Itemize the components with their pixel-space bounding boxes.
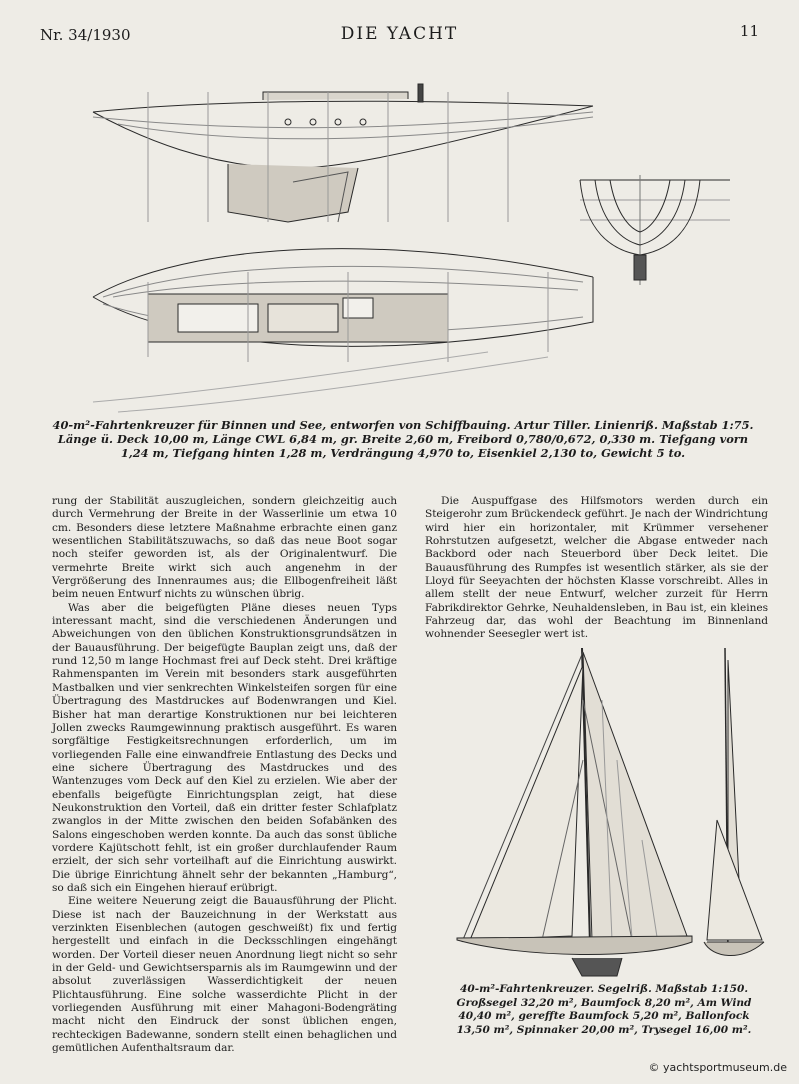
hull-figure-caption: 40-m²-Fahrtenkreuzer für Binnen und See, entworfen von Schiffbauing. Artur Tiller. Linienriß. Maßstab 1:75. Länge ü. Deck 10,00 m, Länge CWL 6,84 m, gr. Breite 2,60 m, Freibord 0,780/0,672, 0,330 m. Tiefgang vorn 1,24 m, Tiefgang hinten 1,28 m, Verdrängung 4,970 to, Eisenkiel 2,130 to, Gewicht 5 to.	[52, 418, 754, 460]
hull-lines-drawing	[88, 72, 600, 414]
hull-side	[457, 936, 692, 955]
jib-sail	[470, 665, 583, 940]
copyright-credit: © yachtsportmuseum.de	[648, 1061, 787, 1074]
mainsail	[583, 652, 687, 940]
paragraph: rung der Stabilität auszugleichen, sondern gleichzeitig auch durch Vermehrung der Breite in der Wasserlinie um etwa 10 cm. Besonders diese letztere Maßnahme erbrachte einen ganz wesentlichen Stabilitätszuwachs, so daß das neue Boot sogar noch steifer geworden ist, als der Originalentwurf. Die vermehrte Breite wirkt sich auch angenehm in der Vergrößerung des Innenraumes aus; die Ellbogenfreiheit läßt beim neuen Entwurf nichts zu wünschen übrig.	[52, 495, 397, 601]
right-text-column	[425, 495, 768, 642]
paragraph: Was aber die beigefügten Pläne dieses neuen Typs interessant macht, sind die verschiedenen Änderungen und Abweichungen von den üblichen Konstruktionsgrundsätzen in der Bauausführung. Der beigefügte Bauplan zeigt uns, daß der rund 12,50 m lange Hochmast frei auf Deck steht. Drei kräftige Rahmenspanten im Verein mit besonders stark ausgeführten Mastbalken und vier senkrechten Winkelsteifen sorgen für eine Übertragung des Mastdruckes auf Bodenwrangen und Kiel. Bisher hat man derartige Konstruktionen nur bei leichteren Jollen zwecks Raumgewinnung praktisch ausgeführt. Es waren sorgfältige Festigkeitsrechnungen erforderlich, um im vorliegenden Falle eine einwandfreie Entlastung des Decks und eine sichere Übertragung des Mastdruckes und des Wantenzuges vom Deck auf den Kiel zu erzielen. Wie aber der ebenfalls beigefügte Einrichtungsplan zeigt, hat diese Neukonstruktion den Vorteil, daß ein dritter fester Schlafplatz zwanglos in der Mitte zwischen den beiden Sofabänken des Salons eingeschoben werden konnte. Da auch das sonst übliche vordere Kajütschott fehlt, ist ein großer durchlaufender Raum erzielt, der sich sehr vorteilhaft auf die Einrichtung auswirkt. Die übrige Einrichtung ähnelt sehr der bekannten „Hamburg“, so daß sich ein Eingehen hierauf erübrigt.	[52, 601, 397, 894]
magazine-title: DIE YACHT	[340, 24, 459, 44]
paragraph: Die Auspuffgase des Hilfsmotors werden durch ein Steigerohr zum Brückendeck geführt. Je nach der Windrichtung wird hier ein horizontaler, mit Krümmer versehener Rohrstutzen aufgesetzt, welcher die Abgase entweder nach Backbord oder nach Steuerbord über Deck leitet. Die Bauausführung des Rumpfes ist wesentlich stärker, als sie der Lloyd für Seeyachten der höchsten Klasse vorschreibt. Alles in allem stellt der neue Entwurf, welcher zurzeit für Herrn Fabrikdirektor Gehrke, Neuhaldensleben, in Bau ist, ein kleines Fahrzeug dar, das wohl der Beachtung im Binnenland wohnender Seesegler wert ist.	[425, 495, 768, 641]
sail-plan-drawing	[442, 640, 772, 980]
hull-profile-bottom	[93, 106, 593, 168]
page-header	[40, 20, 759, 48]
deckhouse	[263, 92, 408, 100]
paragraph: Eine weitere Neuerung zeigt die Bauausführung der Plicht. Diese ist nach der Bauzeichnung in der Werkstatt aus verzinkten Eisenblechen (autogen geschweißt) fix und fertig hergestellt und einfach in die Decksschlingen eingehängt worden. Der Vorteil dieser neuen Anordnung liegt nicht so sehr in der Geld- und Gewichtsersparnis als im Raumgewinn und der absolut zuverlässigen Wasserdichtigkeit der neuen Plichtausführung. Eine solche wasserdichte Plicht in der vorliegenden Ausführung mit einer Mahagoni-Bodengräting macht nicht den Eindruck der sonst üblichen engen, rechteckigen Badewanne, sondern stellt einen behaglichen und gemütlichen Aufenthaltsraum dar.	[52, 895, 397, 1055]
hull-profile-sheer	[93, 101, 593, 112]
left-text-column	[52, 495, 397, 1055]
sail-figure-caption: 40-m²-Fahrtenkreuzer. Segelriß. Maßstab 1:150. Großsegel 32,20 m², Baumfock 8,20 m², Am Wind 40,40 m², gereffte Baumfock 5,20 m², Ballonfock 13,50 m², Spinnaker 20,00 m², Trysegel 16,00 m².	[456, 983, 752, 1036]
issue-number: Nr. 34/1930	[40, 26, 131, 44]
page-number: 11	[739, 22, 759, 40]
body-plan-section	[570, 170, 735, 290]
